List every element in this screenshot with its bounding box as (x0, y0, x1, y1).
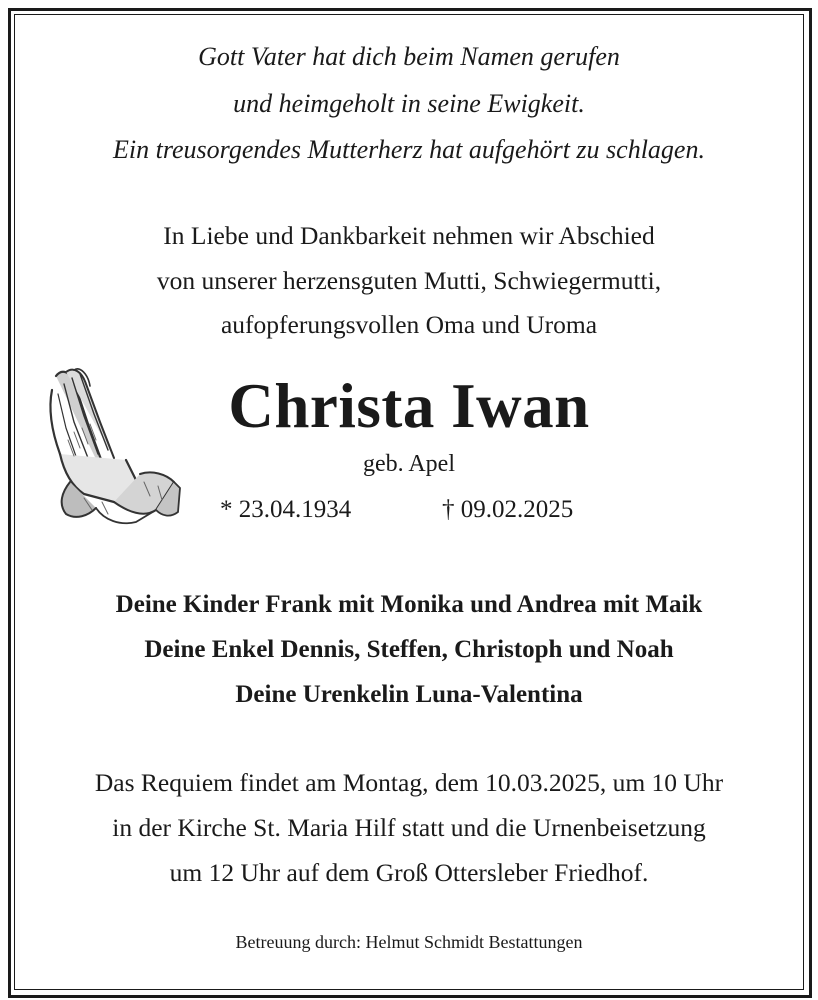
intro-line: In Liebe und Dankbarkeit nehmen wir Abschied (163, 221, 655, 250)
maiden-name: geb. Apel (363, 451, 455, 477)
farewell-intro (0, 214, 818, 348)
deceased-name: Christa Iwan (228, 371, 590, 441)
mourners-line: Deine Urenkelin Luna-Valentina (235, 681, 583, 708)
mourners-line: Deine Kinder Frank mit Monika und Andrea mit Maik (115, 591, 703, 618)
service-line: Das Requiem findet am Montag, dem 10.03.2025, um 10 Uhr (94, 768, 724, 797)
poem-line: Gott Vater hat dich beim Namen gerufen (198, 42, 620, 71)
service-line: in der Kirche St. Maria Hilf statt und die Urnenbeisetzung (112, 813, 706, 842)
mourners-list (0, 582, 818, 717)
service-details (0, 760, 818, 895)
funeral-home-credit: Betreuung durch: Helmut Schmidt Bestattungen (235, 932, 583, 952)
poem-line: und heimgeholt in seine Ewigkeit. (233, 88, 585, 118)
birth-date: * 23.04.1934 (220, 496, 352, 523)
poem-verse (0, 34, 818, 174)
poem-line: Ein treusorgendes Mutterherz hat aufgehört zu schlagen. (113, 135, 705, 164)
service-line: um 12 Uhr auf dem Groß Ottersleber Friedhof. (169, 858, 649, 887)
intro-line: aufopferungsvollen Oma und Uroma (220, 310, 598, 339)
mourners-line: Deine Enkel Dennis, Steffen, Christoph und Noah (144, 636, 674, 663)
intro-line: von unserer herzensguten Mutti, Schwiegermutti, (156, 265, 662, 295)
death-date: † 09.02.2025 (442, 496, 574, 523)
